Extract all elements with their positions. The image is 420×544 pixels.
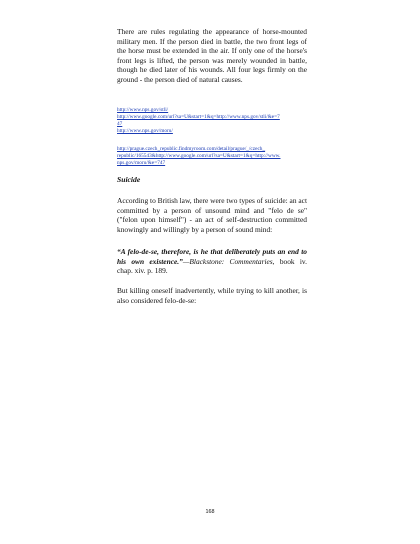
quote-reference: book iv. chap. xiv. p. 189. bbox=[117, 256, 307, 276]
link-prague[interactable]: http://prague.czech_republic.findmyroom.com/detail/prague/_/czech_ bbox=[117, 146, 266, 152]
quote-attribution: —Blackstone: Commentaries, bbox=[182, 256, 275, 266]
link-google-stli-cont[interactable]: 47 bbox=[117, 121, 123, 127]
link-google-stli[interactable]: http://www.google.com/url?sa=U&start=1&q=http://www.nps.gov/stli/&e=7 bbox=[117, 114, 280, 120]
page-number: 168 bbox=[205, 509, 215, 515]
paragraph-suicide-law: According to British law, there were two types of suicide: an act committed by a person of unsound mind and "felo de se" ("felon upon himself") - an act of self-destruction committed knowingly and willingly by a person of sound mind: bbox=[117, 196, 307, 234]
blackstone-quote bbox=[117, 247, 307, 276]
link-stli[interactable]: http://www.nps.gov/stli/ bbox=[117, 107, 169, 113]
link-group-prague bbox=[117, 146, 312, 167]
paragraph-horse-statues: There are rules regulating the appearance of horse-mounted military men. If the person died in battle, the two front legs of the horse must be extended in the air. If only one of the horse's front legs is lifted, the person was merely wounded in battle, though he died later of his wounds. All four legs firmly on the ground - the person died of natural causes. bbox=[117, 27, 307, 84]
link-moru[interactable]: http://www.nps.gov/moru/ bbox=[117, 128, 173, 134]
section-heading-suicide: Suicide bbox=[117, 175, 141, 184]
link-prague-cont[interactable]: republic/165543&http://www.google.com/url?sa=U&start=1&q=http://www. bbox=[117, 153, 281, 159]
link-group-nps bbox=[117, 107, 312, 135]
quote-text: “A felo-de-se, therefore, is he that deliberately puts an end to his own existence.” bbox=[117, 247, 307, 266]
paragraph-inadvertent: But killing oneself inadvertently, while trying to kill another, is also considered felo-de-se: bbox=[117, 286, 307, 305]
link-prague-end[interactable]: nps.gov/moru/&e=747 bbox=[117, 160, 166, 166]
